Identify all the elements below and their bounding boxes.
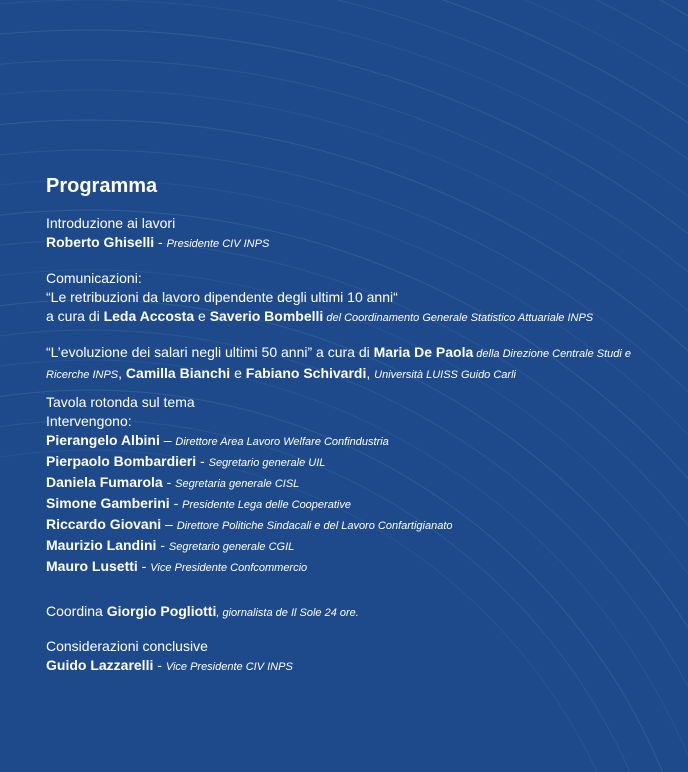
panel-speaker bbox=[46, 431, 666, 452]
panel-speaker bbox=[46, 494, 666, 515]
talk2 bbox=[46, 343, 666, 385]
speaker-name: Roberto Ghiselli bbox=[46, 234, 155, 250]
coordina bbox=[46, 602, 666, 623]
speaker-name: Riccardo Giovani bbox=[46, 516, 162, 532]
speaker-role: Segretario generale UIL bbox=[208, 457, 326, 469]
separator: – bbox=[159, 432, 176, 448]
speaker-role: Vice Presidente Confcommercio bbox=[150, 562, 308, 574]
separator: - bbox=[154, 234, 167, 250]
speaker-role: Direttore Area Lavoro Welfare Confindustria bbox=[175, 436, 389, 448]
separator: , bbox=[118, 365, 126, 381]
separator: , bbox=[366, 365, 375, 381]
panel-speaker bbox=[46, 473, 666, 494]
panel-speaker bbox=[46, 515, 666, 536]
speaker-role: del Coordinamento Generale Statistico Attuariale INPS bbox=[323, 312, 594, 324]
speaker-role: Presidente CIV INPS bbox=[166, 238, 270, 250]
speaker-name: Saverio Bombelli bbox=[209, 308, 324, 324]
speaker-role: Presidente Lega delle Cooperative bbox=[182, 499, 351, 511]
speaker-name: Mauro Lusetti bbox=[46, 558, 138, 574]
talk1-title: “Le retribuzioni da lavoro dipendente degli ultimi 10 anni“ bbox=[46, 289, 398, 305]
speaker-name: Fabiano Schivardi bbox=[245, 365, 367, 381]
separator: – bbox=[161, 516, 177, 532]
separator: - bbox=[153, 657, 166, 673]
separator: - bbox=[196, 453, 209, 469]
talk1-speakers bbox=[46, 307, 666, 328]
speaker-name: Maria De Paola bbox=[373, 344, 474, 360]
speaker-role: Università LUISS Guido Carli bbox=[374, 369, 516, 381]
intro-heading: Introduzione ai lavori bbox=[46, 215, 176, 231]
conclusioni-speaker bbox=[46, 656, 666, 677]
separator: - bbox=[169, 495, 183, 511]
page-title: Programma bbox=[46, 175, 158, 197]
tavola-subheading: Intervengono: bbox=[46, 413, 132, 429]
panel-speaker bbox=[46, 557, 666, 578]
intro-speaker bbox=[46, 233, 666, 254]
speaker-name: Simone Gamberini bbox=[46, 495, 170, 511]
panel-speaker bbox=[46, 536, 666, 557]
speaker-name: Daniela Fumarola bbox=[46, 474, 163, 490]
speaker-name: Camilla Bianchi bbox=[125, 365, 231, 381]
program-section bbox=[46, 174, 666, 677]
speaker-role: Vice Presidente CIV INPS bbox=[165, 661, 293, 673]
speaker-name: Leda Accosta bbox=[103, 308, 195, 324]
panel-speaker bbox=[46, 452, 666, 473]
comunicazioni-heading: Comunicazioni: bbox=[46, 270, 142, 286]
speaker-role: , giornalista de Il Sole 24 ore. bbox=[216, 607, 359, 619]
speaker-role: Segretaria generale CISL bbox=[175, 478, 300, 490]
speaker-name: Pierpaolo Bombardieri bbox=[46, 453, 197, 469]
talk2-title: “L’evoluzione dei salari negli ultimi 50 anni” a cura di bbox=[46, 344, 374, 360]
tavola-heading: Tavola rotonda sul tema bbox=[46, 394, 195, 410]
conjunction: e bbox=[194, 308, 210, 324]
coordina-prefix: Coordina bbox=[46, 603, 107, 619]
speaker-role: Segretario generale CGIL bbox=[168, 541, 295, 553]
talk1-prefix: a cura di bbox=[46, 308, 104, 324]
separator: - bbox=[162, 474, 176, 490]
speaker-name: Maurizio Landini bbox=[46, 537, 157, 553]
separator: - bbox=[156, 537, 169, 553]
speaker-name: Giorgio Pogliotti bbox=[106, 603, 217, 619]
speaker-name: Pierangelo Albini bbox=[46, 432, 160, 448]
speaker-name: Guido Lazzarelli bbox=[46, 657, 154, 673]
speaker-role: della Direzione Centrale Studi e Ricerche INPS bbox=[46, 348, 632, 381]
separator: - bbox=[137, 558, 151, 574]
conjunction: e bbox=[230, 365, 246, 381]
speaker-role: Direttore Politiche Sindacali e del Lavoro Confartigianato bbox=[176, 520, 453, 532]
conclusioni-heading: Considerazioni conclusive bbox=[46, 638, 208, 654]
